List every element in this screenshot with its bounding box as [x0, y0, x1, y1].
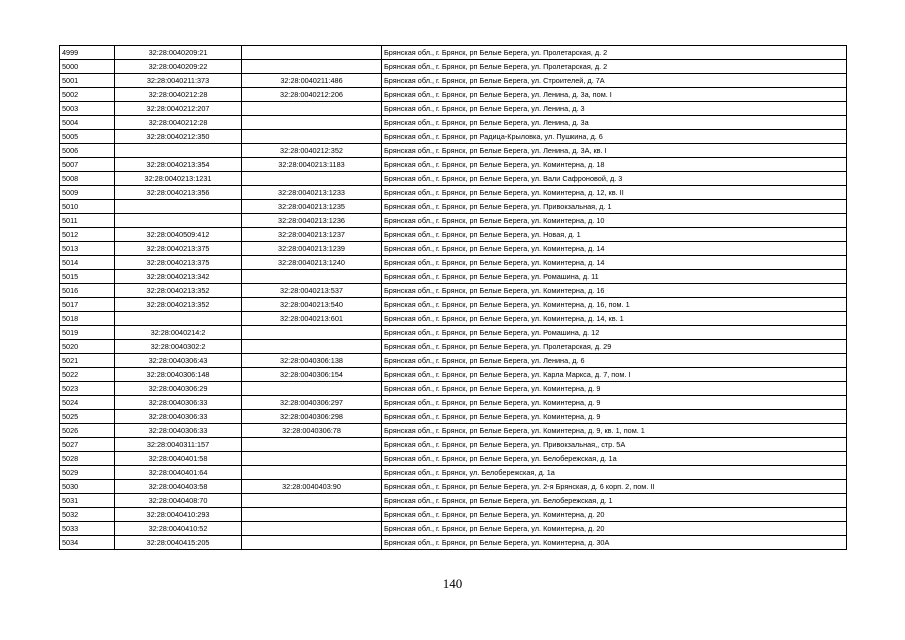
table-row — [60, 424, 847, 438]
row-number-cell: 5023 — [60, 382, 115, 396]
cadastral-number-cell: 32:28:0040306:43 — [115, 354, 242, 368]
address-cell: Брянская обл., г. Брянск, рп Белые Берега, ул. Привокзальная, д. 1 — [382, 200, 847, 214]
table-row — [60, 88, 847, 102]
cadastral-number-cell: 32:28:0040213:352 — [115, 284, 242, 298]
address-cell: Брянская обл., г. Брянск, рп Белые Берега, ул. Новая, д. 1 — [382, 228, 847, 242]
related-cadastral-number-cell — [242, 494, 382, 508]
table-row — [60, 326, 847, 340]
cadastral-number-cell: 32:28:0040209:21 — [115, 46, 242, 60]
table-row — [60, 200, 847, 214]
table-row — [60, 144, 847, 158]
row-number-cell: 5021 — [60, 354, 115, 368]
table-row — [60, 494, 847, 508]
cadastral-number-cell: 32:28:0040213:356 — [115, 186, 242, 200]
address-cell: Брянская обл., г. Брянск, рп Белые Берега, ул. Коминтерна, д. 9 — [382, 396, 847, 410]
address-cell: Брянская обл., г. Брянск, рп Белые Берега, ул. Ленина, д. 6 — [382, 354, 847, 368]
table-row — [60, 536, 847, 550]
address-cell: Брянская обл., г. Брянск, рп Белые Берега, ул. Коминтерна, д. 9 — [382, 410, 847, 424]
table-row — [60, 74, 847, 88]
cadastral-number-cell — [115, 144, 242, 158]
row-number-cell: 5019 — [60, 326, 115, 340]
table-row — [60, 270, 847, 284]
related-cadastral-number-cell: 32:28:0040403:90 — [242, 480, 382, 494]
table-row — [60, 242, 847, 256]
row-number-cell: 5008 — [60, 172, 115, 186]
related-cadastral-number-cell — [242, 382, 382, 396]
cadastral-number-cell: 32:28:0040212:28 — [115, 116, 242, 130]
row-number-cell: 5033 — [60, 522, 115, 536]
row-number-cell: 5000 — [60, 60, 115, 74]
table-row — [60, 158, 847, 172]
table-row — [60, 228, 847, 242]
cadastral-number-cell: 32:28:0040415:205 — [115, 536, 242, 550]
row-number-cell: 5027 — [60, 438, 115, 452]
row-number-cell: 5007 — [60, 158, 115, 172]
cadastral-number-cell: 32:28:0040213:354 — [115, 158, 242, 172]
table-row — [60, 186, 847, 200]
cadastral-number-cell: 32:28:0040212:28 — [115, 88, 242, 102]
row-number-cell: 5015 — [60, 270, 115, 284]
related-cadastral-number-cell: 32:28:0040306:78 — [242, 424, 382, 438]
table-row — [60, 102, 847, 116]
row-number-cell: 5026 — [60, 424, 115, 438]
cadastral-number-cell — [115, 312, 242, 326]
address-cell: Брянская обл., г. Брянск, рп Белые Берега, ул. Коминтерна, д. 20 — [382, 522, 847, 536]
row-number-cell: 5005 — [60, 130, 115, 144]
related-cadastral-number-cell: 32:28:0040213:1239 — [242, 242, 382, 256]
related-cadastral-number-cell — [242, 340, 382, 354]
table-row — [60, 214, 847, 228]
address-cell: Брянская обл., г. Брянск, рп Белые Берега, ул. Коминтерна, д. 16, пом. 1 — [382, 298, 847, 312]
table-row — [60, 396, 847, 410]
related-cadastral-number-cell: 32:28:0040306:297 — [242, 396, 382, 410]
related-cadastral-number-cell: 32:28:0040306:154 — [242, 368, 382, 382]
row-number-cell: 5001 — [60, 74, 115, 88]
related-cadastral-number-cell — [242, 116, 382, 130]
row-number-cell: 5024 — [60, 396, 115, 410]
related-cadastral-number-cell: 32:28:0040213:1240 — [242, 256, 382, 270]
related-cadastral-number-cell — [242, 438, 382, 452]
cadastral-number-cell: 32:28:0040410:52 — [115, 522, 242, 536]
cadastral-number-cell: 32:28:0040214:2 — [115, 326, 242, 340]
address-cell: Брянская обл., г. Брянск, рп Белые Берега, ул. Ромашина, д. 11 — [382, 270, 847, 284]
row-number-cell: 5003 — [60, 102, 115, 116]
related-cadastral-number-cell: 32:28:0040213:1235 — [242, 200, 382, 214]
address-cell: Брянская обл., г. Брянск, рп Белые Берега, ул. Ленина, д. 3А, кв. I — [382, 144, 847, 158]
row-number-cell: 5020 — [60, 340, 115, 354]
address-cell: Брянская обл., г. Брянск, рп Белые Берега, ул. Строителей, д. 7А — [382, 74, 847, 88]
row-number-cell: 5017 — [60, 298, 115, 312]
related-cadastral-number-cell: 32:28:0040306:298 — [242, 410, 382, 424]
related-cadastral-number-cell — [242, 102, 382, 116]
cadastral-number-cell: 32:28:0040306:33 — [115, 396, 242, 410]
cadastral-number-cell: 32:28:0040509:412 — [115, 228, 242, 242]
table-row — [60, 368, 847, 382]
table-row — [60, 284, 847, 298]
cadastral-number-cell: 32:28:0040306:33 — [115, 410, 242, 424]
row-number-cell: 5012 — [60, 228, 115, 242]
address-cell: Брянская обл., г. Брянск, рп Белые Берега, ул. Ромашина, д. 12 — [382, 326, 847, 340]
related-cadastral-number-cell — [242, 522, 382, 536]
related-cadastral-number-cell: 32:28:0040213:1233 — [242, 186, 382, 200]
table-row — [60, 312, 847, 326]
table-row — [60, 480, 847, 494]
address-cell: Брянская обл., г. Брянск, рп Белые Берега, ул. 2-я Брянская, д. 6 корп. 2, пом. II — [382, 480, 847, 494]
row-number-cell: 5031 — [60, 494, 115, 508]
related-cadastral-number-cell — [242, 508, 382, 522]
address-cell: Брянская обл., г. Брянск, рп Белые Берега, ул. Пролетарская, д. 29 — [382, 340, 847, 354]
table-row — [60, 298, 847, 312]
cadastral-number-cell: 32:28:0040410:293 — [115, 508, 242, 522]
row-number-cell: 5032 — [60, 508, 115, 522]
cadastral-number-cell: 32:28:0040306:33 — [115, 424, 242, 438]
address-cell: Брянская обл., г. Брянск, рп Белые Берега, ул. Коминтерна, д. 9, кв. 1, пом. 1 — [382, 424, 847, 438]
related-cadastral-number-cell: 32:28:0040213:1236 — [242, 214, 382, 228]
address-cell: Брянская обл., г. Брянск, рп Белые Берега, ул. Коминтерна, д. 14 — [382, 242, 847, 256]
cadastral-number-cell: 32:28:0040212:207 — [115, 102, 242, 116]
address-cell: Брянская обл., г. Брянск, рп Белые Берега, ул. Ленина, д. 3 — [382, 102, 847, 116]
address-cell: Брянская обл., г. Брянск, рп Белые Берега, ул. Коминтерна, д. 9 — [382, 382, 847, 396]
cadastral-number-cell: 32:28:0040211:373 — [115, 74, 242, 88]
row-number-cell: 5002 — [60, 88, 115, 102]
cadastral-number-cell: 32:28:0040408:70 — [115, 494, 242, 508]
row-number-cell: 5011 — [60, 214, 115, 228]
cadastral-number-cell: 32:28:0040306:29 — [115, 382, 242, 396]
address-cell: Брянская обл., г. Брянск, рп Белые Берега, ул. Вали Сафроновой, д. 3 — [382, 172, 847, 186]
page-number: 140 — [442, 576, 463, 591]
address-cell: Брянская обл., г. Брянск, рп Радица-Крыловка, ул. Пушкина, д. 6 — [382, 130, 847, 144]
cadastral-number-cell — [115, 200, 242, 214]
row-number-cell: 5022 — [60, 368, 115, 382]
table-row — [60, 256, 847, 270]
cadastral-number-cell: 32:28:0040213:375 — [115, 256, 242, 270]
address-cell: Брянская обл., г. Брянск, рп Белые Берега, ул. Коминтерна, д. 16 — [382, 284, 847, 298]
cadastral-number-cell: 32:28:0040213:352 — [115, 298, 242, 312]
row-number-cell: 5006 — [60, 144, 115, 158]
cadastral-number-cell: 32:28:0040213:375 — [115, 242, 242, 256]
cadastral-number-cell: 32:28:0040306:148 — [115, 368, 242, 382]
table-row — [60, 60, 847, 74]
related-cadastral-number-cell — [242, 172, 382, 186]
table-row — [60, 410, 847, 424]
address-cell: Брянская обл., г. Брянск, рп Белые Берега, ул. Коминтерна, д. 30А — [382, 536, 847, 550]
address-cell: Брянская обл., г. Брянск, рп Белые Берега, ул. Коминтерна, д. 18 — [382, 158, 847, 172]
table-row — [60, 172, 847, 186]
table-row — [60, 522, 847, 536]
table-row — [60, 452, 847, 466]
row-number-cell: 5018 — [60, 312, 115, 326]
row-number-cell: 5029 — [60, 466, 115, 480]
related-cadastral-number-cell — [242, 46, 382, 60]
table-row — [60, 466, 847, 480]
row-number-cell: 5016 — [60, 284, 115, 298]
table-row — [60, 340, 847, 354]
table-row — [60, 46, 847, 60]
registry-table — [59, 45, 847, 550]
address-cell: Брянская обл., г. Брянск, рп Белые Берега, ул. Коминтерна, д. 14 — [382, 256, 847, 270]
related-cadastral-number-cell — [242, 326, 382, 340]
cadastral-number-cell: 32:28:0040401:58 — [115, 452, 242, 466]
related-cadastral-number-cell: 32:28:0040213:601 — [242, 312, 382, 326]
address-cell: Брянская обл., г. Брянск, рп Белые Берега, ул. Привокзальная,, стр. 5А — [382, 438, 847, 452]
row-number-cell: 5025 — [60, 410, 115, 424]
address-cell: Брянская обл., г. Брянск, рп Белые Берега, ул. Карла Маркса, д. 7, пом. I — [382, 368, 847, 382]
row-number-cell: 5028 — [60, 452, 115, 466]
cadastral-number-cell: 32:28:0040311:157 — [115, 438, 242, 452]
related-cadastral-number-cell — [242, 536, 382, 550]
row-number-cell: 5004 — [60, 116, 115, 130]
related-cadastral-number-cell — [242, 270, 382, 284]
cadastral-number-cell: 32:28:0040213:342 — [115, 270, 242, 284]
row-number-cell: 5013 — [60, 242, 115, 256]
related-cadastral-number-cell — [242, 60, 382, 74]
address-cell: Брянская обл., г. Брянск, рп Белые Берега, ул. Пролетарская, д. 2 — [382, 60, 847, 74]
related-cadastral-number-cell: 32:28:0040213:537 — [242, 284, 382, 298]
cadastral-number-cell: 32:28:0040403:58 — [115, 480, 242, 494]
table-row — [60, 130, 847, 144]
cadastral-number-cell — [115, 214, 242, 228]
cadastral-number-cell: 32:28:0040302:2 — [115, 340, 242, 354]
table-row — [60, 116, 847, 130]
table-row — [60, 438, 847, 452]
table-row — [60, 508, 847, 522]
row-number-cell: 5010 — [60, 200, 115, 214]
cadastral-number-cell: 32:28:0040401:64 — [115, 466, 242, 480]
row-number-cell: 5014 — [60, 256, 115, 270]
address-cell: Брянская обл., г. Брянск, рп Белые Берега, ул. Ленина, д. 3а — [382, 116, 847, 130]
related-cadastral-number-cell: 32:28:0040212:352 — [242, 144, 382, 158]
address-cell: Брянская обл., г. Брянск, рп Белые Берега, ул. Ленина, д. 3а, пом. I — [382, 88, 847, 102]
cadastral-number-cell: 32:28:0040212:350 — [115, 130, 242, 144]
related-cadastral-number-cell: 32:28:0040306:138 — [242, 354, 382, 368]
table-row — [60, 354, 847, 368]
address-cell: Брянская обл., г. Брянск, рп Белые Берега, ул. Коминтерна, д. 20 — [382, 508, 847, 522]
table-row — [60, 382, 847, 396]
cadastral-number-cell: 32:28:0040209:22 — [115, 60, 242, 74]
row-number-cell: 4999 — [60, 46, 115, 60]
row-number-cell: 5009 — [60, 186, 115, 200]
related-cadastral-number-cell: 32:28:0040213:1237 — [242, 228, 382, 242]
row-number-cell: 5034 — [60, 536, 115, 550]
related-cadastral-number-cell: 32:28:0040211:486 — [242, 74, 382, 88]
related-cadastral-number-cell: 32:28:0040212:206 — [242, 88, 382, 102]
related-cadastral-number-cell: 32:28:0040213:540 — [242, 298, 382, 312]
row-number-cell: 5030 — [60, 480, 115, 494]
related-cadastral-number-cell — [242, 466, 382, 480]
related-cadastral-number-cell — [242, 130, 382, 144]
address-cell: Брянская обл., г. Брянск, рп Белые Берега, ул. Пролетарская, д. 2 — [382, 46, 847, 60]
address-cell: Брянская обл., г. Брянск, рп Белые Берега, ул. Коминтерна, д. 14, кв. 1 — [382, 312, 847, 326]
related-cadastral-number-cell: 32:28:0040213:1183 — [242, 158, 382, 172]
address-cell: Брянская обл., г. Брянск, рп Белые Берега, ул. Коминтерна, д. 10 — [382, 214, 847, 228]
address-cell: Брянская обл., г. Брянск, рп Белые Берега, ул. Белобережская, д. 1 — [382, 494, 847, 508]
address-cell: Брянская обл., г. Брянск, рп Белые Берега, ул. Коминтерна, д. 12, кв. II — [382, 186, 847, 200]
registry-table-body — [60, 46, 847, 550]
address-cell: Брянская обл., г. Брянск, ул. Белобережская, д. 1а — [382, 466, 847, 480]
cadastral-number-cell: 32:28:0040213:1231 — [115, 172, 242, 186]
address-cell: Брянская обл., г. Брянск, рп Белые Берега, ул. Белобережская, д. 1а — [382, 452, 847, 466]
related-cadastral-number-cell — [242, 452, 382, 466]
